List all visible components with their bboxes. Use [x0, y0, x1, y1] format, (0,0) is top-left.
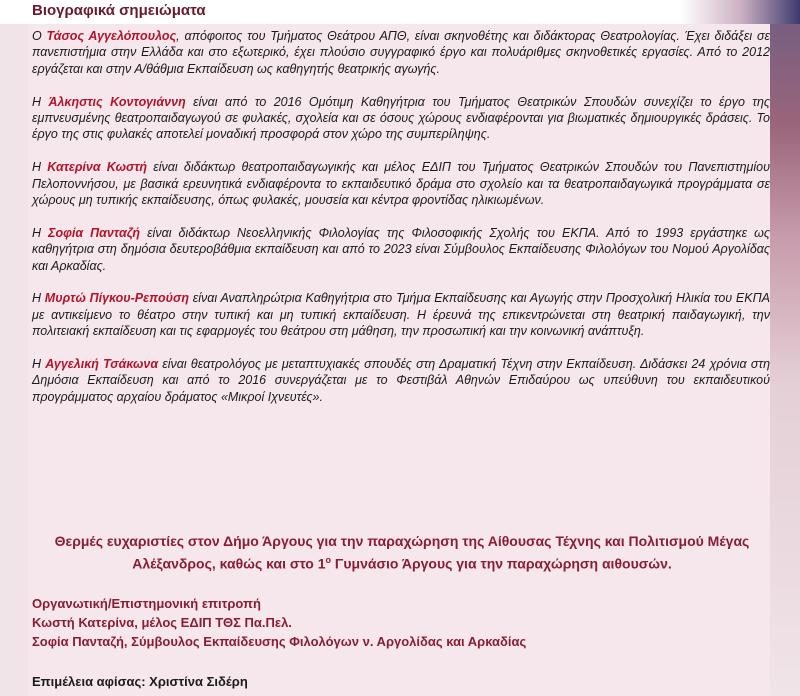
bio-paragraph	[32, 159, 770, 208]
committee-member: Κωστή Κατερίνα, μέλος ΕΔΙΠ ΤΘΣ Πα.Πελ.	[32, 615, 292, 630]
section-title: Βιογραφικά σημειώματα	[32, 2, 206, 19]
committee-block	[32, 594, 772, 651]
acknowledgement	[28, 532, 776, 574]
bio-text: είναι Αναπληρώτρια Καθηγήτρια στο Τμήμα Εκπαίδευσης και Αγωγής στην Προσχολική Ηλικία του ΕΚΠΑ με αντικείμενο το θέατρο στην τυπική και μη τυπική εκπαίδευση. Η έρευνά της επικεντρώνεται στη θεατρική παιδαγωγική, την πολιτειακή εκπαίδευση και τις εφαρμογές του θεάτρου στη μάθηση, την προσωπική και την κοινωνική ανάπτυξη.	[32, 291, 770, 339]
decorative-corner	[680, 0, 800, 24]
acknowledgement-line	[28, 551, 776, 574]
bio-prefix: Η	[32, 160, 48, 175]
bio-paragraph	[32, 290, 770, 339]
bio-text: είναι θεατρολόγος με μεταπτυχιακές σπουδές στη Δραματική Τέχνη στην Εκπαίδευση. Διδάσκει 24 χρόνια στη Δημόσια Εκπαίδευση και από το 2016 συνεργάζεται με το Φεστιβάλ Αθηνών Επιδαύρου ως υπεύθυνη του εκπαιδευτικού προγράμματος αρχαίου δράματος «Μικροί Ιχνευτές».	[32, 357, 771, 404]
acknowledgement-text: Αλέξανδρος, καθώς και στο 1	[132, 555, 326, 572]
bio-name: Κατερίνα Κωστή	[47, 160, 148, 175]
bio-list	[32, 28, 770, 422]
bio-text: είναι διδάκτωρ Νεοελληνικής Φιλολογίας της Φιλοσοφικής Σχολής του ΕΚΠΑ. Από το 1993 εργάστηκε ως καθηγήτρια στη δημόσια δευτεροβάθμια εκπαίδευση και από το 2023 είναι Σύμβουλος Εκπαίδευσης Φιλολόγων του Νομού Αργολίδας και Αρκαδίας.	[32, 225, 770, 273]
committee-member: Σοφία Πανταζή, Σύμβουλος Εκπαίδευσης Φιλολόγων ν. Αργολίδας και Αρκαδίας	[32, 634, 527, 649]
bio-prefix: Η	[32, 225, 49, 240]
bio-text: είναι από το 2016 Ομότιμη Καθηγήτρια του Τμήματος Θεατρικών Σπουδών συνεχίζει το έργο της εμπνευσμένης θεατροπαιδαγωγού σε φυλακές, σχολεία και σε όσους χώρους ενδιαφέρονται για βιωματικές δημιουργικές δράσεις. Το έργο της στις φυλακές αποτελεί μοναδική προσφορά στον χώρο της συμπερίληψης.	[32, 94, 771, 142]
bio-paragraph	[32, 356, 770, 405]
bio-text: , απόφοιτος του Τμήματος Θεάτρου ΑΠΘ, είναι σκηνοθέτης και διδάκτορας Θεατρολογίας. Έχει διδάξει σε πανεπιστήμια στην Ελλάδα και στο εξωτερικό, έχει πλούσιο συγγραφικό έργο και πολυάριθμες σκηνοθετικές εργασίες. Από το 2012 εργάζεται και στην Α/θάθμια Εκπαίδευση ως καθηγητής θεατρικής αγωγής.	[32, 29, 770, 76]
bio-text: είναι διδάκτωρ θεατροπαιδαγωγικής και μέλος ΕΔΙΠ του Τμήματος Θεατρικών Σπουδών του Πανεπιστημίου Πελοποννήσου, με βασικά ερευνητικά ενδιαφέροντα το εκπαιδευτικό δράμα στο σχολείο και τα θεατροπαιδαγωγικά προγράμματα σε χώρους μη τυπικής εκπαίδευσης, όπως φυλακές, μουσεία και κέντρα φροντίδας ηλικιωμένων.	[32, 160, 771, 208]
acknowledgement-line: Θερμές ευχαριστίες στον Δήμο Άργους για την παραχώρηση της Αίθουσας Τέχνης και Πολιτισμού Μέγας	[54, 533, 750, 549]
bio-name: Σοφία Πανταζή	[48, 225, 141, 240]
bio-prefix: Η	[32, 94, 49, 109]
bio-paragraph	[32, 28, 770, 77]
bio-name: Άλκηστις Κοντογιάννη	[48, 94, 186, 109]
decorative-edge	[770, 0, 800, 696]
poster-credit: Επιμέλεια αφίσας: Χριστίνα Σιδέρη	[32, 674, 248, 689]
bio-prefix: Ο	[32, 29, 47, 43]
acknowledgement-text: Γυμνάσιο Άργους για την παραχώρηση αιθουσών.	[331, 555, 672, 572]
bio-name: Αγγελική Τσάκωνα	[45, 357, 159, 372]
bio-name: Μυρτώ Πίγκου-Ρεπούση	[44, 291, 189, 306]
bio-paragraph	[32, 225, 770, 274]
bio-prefix: Η	[32, 291, 45, 306]
bio-name: Τάσος Αγγελόπουλος	[46, 29, 177, 43]
bio-prefix: Η	[32, 357, 46, 372]
bio-paragraph	[32, 94, 770, 143]
ordinal-superscript: ο	[325, 555, 332, 565]
committee-heading: Οργανωτική/Επιστημονική επιτροπή	[32, 596, 261, 611]
